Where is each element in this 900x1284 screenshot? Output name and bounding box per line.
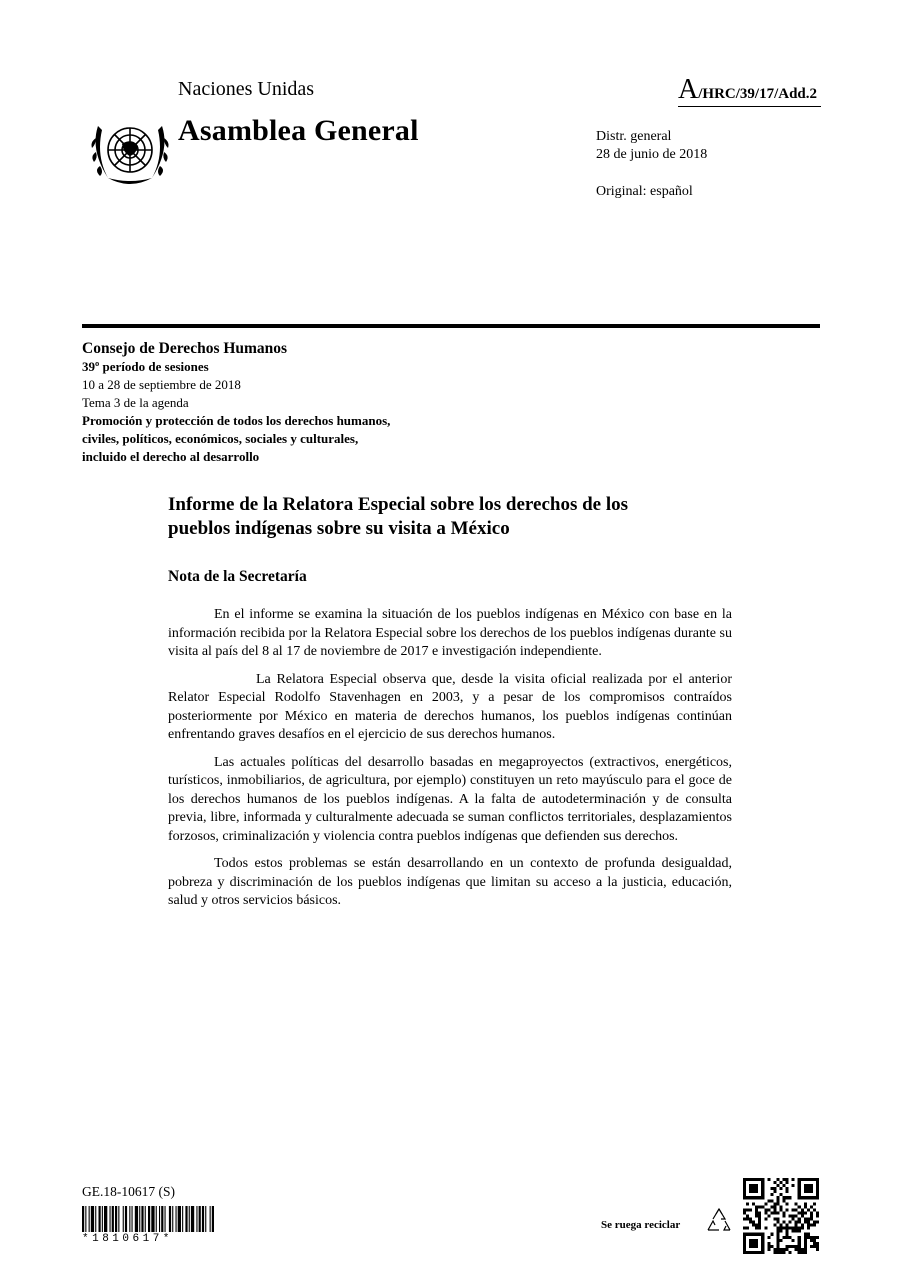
paragraph: Las actuales políticas del desarrollo basadas en megaproyectos (extractivos, energéticos, turísticos, inmobiliarios, de agricultura, por ejemplo) constituyen un reto mayúsculo para el goce de los derechos humanos de los pueblos indígenas. A la falta de autodeterminación y de consulta previa, libre, informada y culturalmente adecuada se suman conflictos territoriales, desplazamientos forzosos, criminalización y violencia contra pueblos indígenas que defienden sus derechos. <box>168 754 732 844</box>
paragraph: En el informe se examina la situación de los pueblos indígenas en México con base en la información recibida por la Relatora Especial sobre los derechos de los pueblos indígenas durante su visita al país del 8 al 17 de noviembre de 2017 e investigación independiente. <box>168 607 732 659</box>
distribution-block <box>596 128 707 164</box>
header-divider <box>82 324 820 328</box>
organization-name: Naciones Unidas <box>178 78 315 100</box>
body-name: Asamblea General <box>178 114 419 147</box>
report-title-line-1: Informe de la Relatora Especial sobre los derechos de los <box>168 494 629 515</box>
barcode <box>82 1206 216 1232</box>
session-dates: 10 a 28 de septiembre de 2018 <box>82 377 241 392</box>
paragraph: La Relatora Especial observa que, desde la visita oficial realizada por el anterior Relator Especial Rodolfo Stavenhagen en 2003, y a pesar de los compromisos contraídos posteriormente por México en materia de derechos humanos, los pueblos indígenas continúan enfrentando graves desafíos en el ejercicio de sus derechos humanos. <box>168 671 732 742</box>
council-block <box>82 340 502 466</box>
document-date: 28 de junio de 2018 <box>596 147 708 162</box>
symbol-prefix: A <box>678 74 699 105</box>
recycle-icon <box>704 1206 734 1236</box>
summary-text <box>168 606 732 920</box>
document-symbol <box>678 74 817 106</box>
agenda-title-line-1: Promoción y protección de todos los derechos humanos, <box>82 413 391 428</box>
qr-code <box>743 1178 819 1254</box>
note-title: Nota de la Secretaría <box>168 568 307 585</box>
barcode-text: *1810617* <box>82 1233 173 1245</box>
agenda-item: Tema 3 de la agenda <box>82 395 189 410</box>
symbol-code: /HRC/39/17/Add.2 <box>698 86 818 102</box>
paragraph: Todos estos problemas se están desarrollando en un contexto de profunda desigualdad, pobreza y discriminación de los pueblos indígenas que limitan su acceso a la justicia, educación, salud y otros servicios básicos. <box>168 856 732 908</box>
agenda-title-line-2: civiles, políticos, económicos, sociales y culturales, <box>82 431 359 446</box>
distribution-type: Distr. general <box>596 129 672 144</box>
report-title <box>168 493 728 541</box>
recycle-notice: Se ruega reciclar <box>601 1219 681 1231</box>
council-name: Consejo de Derechos Humanos <box>82 340 288 357</box>
original-language: Original: español <box>596 184 693 199</box>
un-emblem-icon <box>86 116 174 192</box>
job-number: GE.18-10617 (S) <box>82 1184 175 1199</box>
report-title-line-2: pueblos indígenas sobre su visita a México <box>168 518 510 539</box>
agenda-title-line-3: incluido el derecho al desarrollo <box>82 449 260 464</box>
symbol-underline <box>678 106 821 107</box>
session-number: 39º período de sesiones <box>82 359 209 374</box>
